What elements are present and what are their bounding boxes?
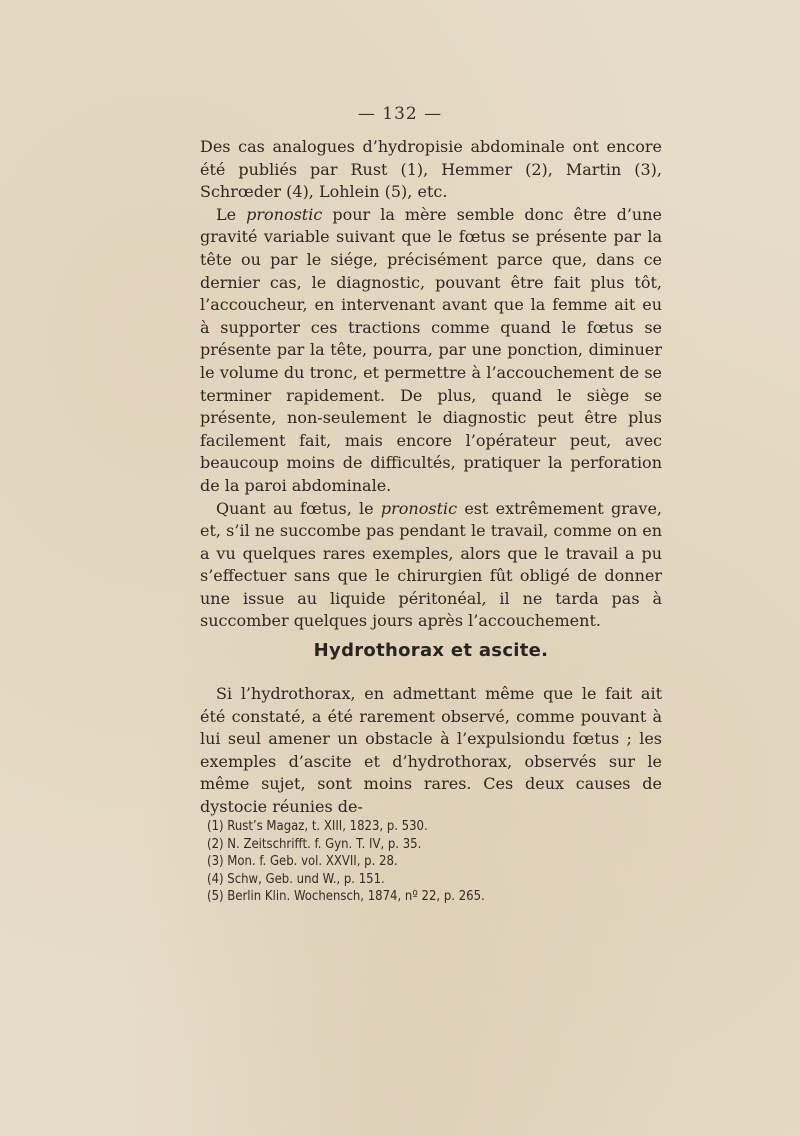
- paragraph-3-start: Quant au fœtus, le: [216, 498, 381, 518]
- paragraph-3-rest: est extrêmement grave, et, s’il ne succombe pas pendant le travail, comme on en a vu quelques rares exemples, alors que le travail a pu s’effectuer sans que le chirurgien fût obligé de donner une issue au liquide péritonéal, il ne tarda pas à succomber quelques jours après l’accouchement.: [200, 498, 662, 631]
- paragraph-3: [200, 498, 662, 634]
- main-text: [200, 136, 662, 633]
- paragraph-2-start: Le: [216, 204, 247, 224]
- section-text: [200, 683, 662, 819]
- paragraph-2: [200, 204, 662, 498]
- footnotes: [207, 818, 627, 906]
- italic-term: pronostic: [380, 498, 458, 518]
- section-heading: Hydrothorax et ascite.: [313, 640, 549, 661]
- footnote-3: (3) Mon. f. Geb. vol. XXVII, p. 28.: [207, 854, 398, 870]
- paragraph-1: Des cas analogues d’hydropisie abdominale ont encore été publiés par Rust (1), Hemmer (2), Martin (3), Schrœder (4), Lohlein (5), etc.: [200, 137, 662, 202]
- footnote-5: (5) Berlin Klin. Wochensch, 1874, nº 22, p. 265.: [207, 889, 485, 905]
- paragraph-2-rest: pour la mère semble donc être d’une gravité variable suivant que le fœtus se présente par la tête ou par le siége, précisément parce que, dans ce dernier cas, le diagnostic, pouvant être fait plus tôt, l’accoucheur, en intervenant avant que la femme ait eu à supporter ces tractions comme quand le fœtus se présente par la tête, pourra, par une ponction, diminuer le volume du tronc, et permettre à l’accouchement de se terminer rapidement. De plus, quand le siège se présente, non-seulement le diagnostic peut être plus facilement fait, mais encore l’opérateur peut, avec beaucoup moins de difficultés, pratiquer la perforation de la paroi abdominale.: [200, 204, 662, 495]
- italic-term: pronostic: [246, 204, 323, 224]
- section-paragraph: Si l’hydrothorax, en admettant même que le fait ait été constaté, a été rarement observé, comme pouvant à lui seul amener un obstacle à l’expulsiondu fœtus ; les exemples d’ascite et d’hydrothorax, observés sur le même sujet, sont moins rares. Ces deux causes de dystocie réunies de-: [200, 684, 662, 816]
- footnote-4: (4) Schw, Geb. und W., p. 151.: [207, 871, 385, 887]
- footnote-2: (2) N. Zeitschrifft. f. Gyn. T. IV, p. 35.: [207, 836, 422, 852]
- footnote-1: (1) Rust’s Magaz, t. XIII, 1823, p. 530.: [207, 819, 428, 834]
- page-number: — 132 —: [357, 104, 443, 124]
